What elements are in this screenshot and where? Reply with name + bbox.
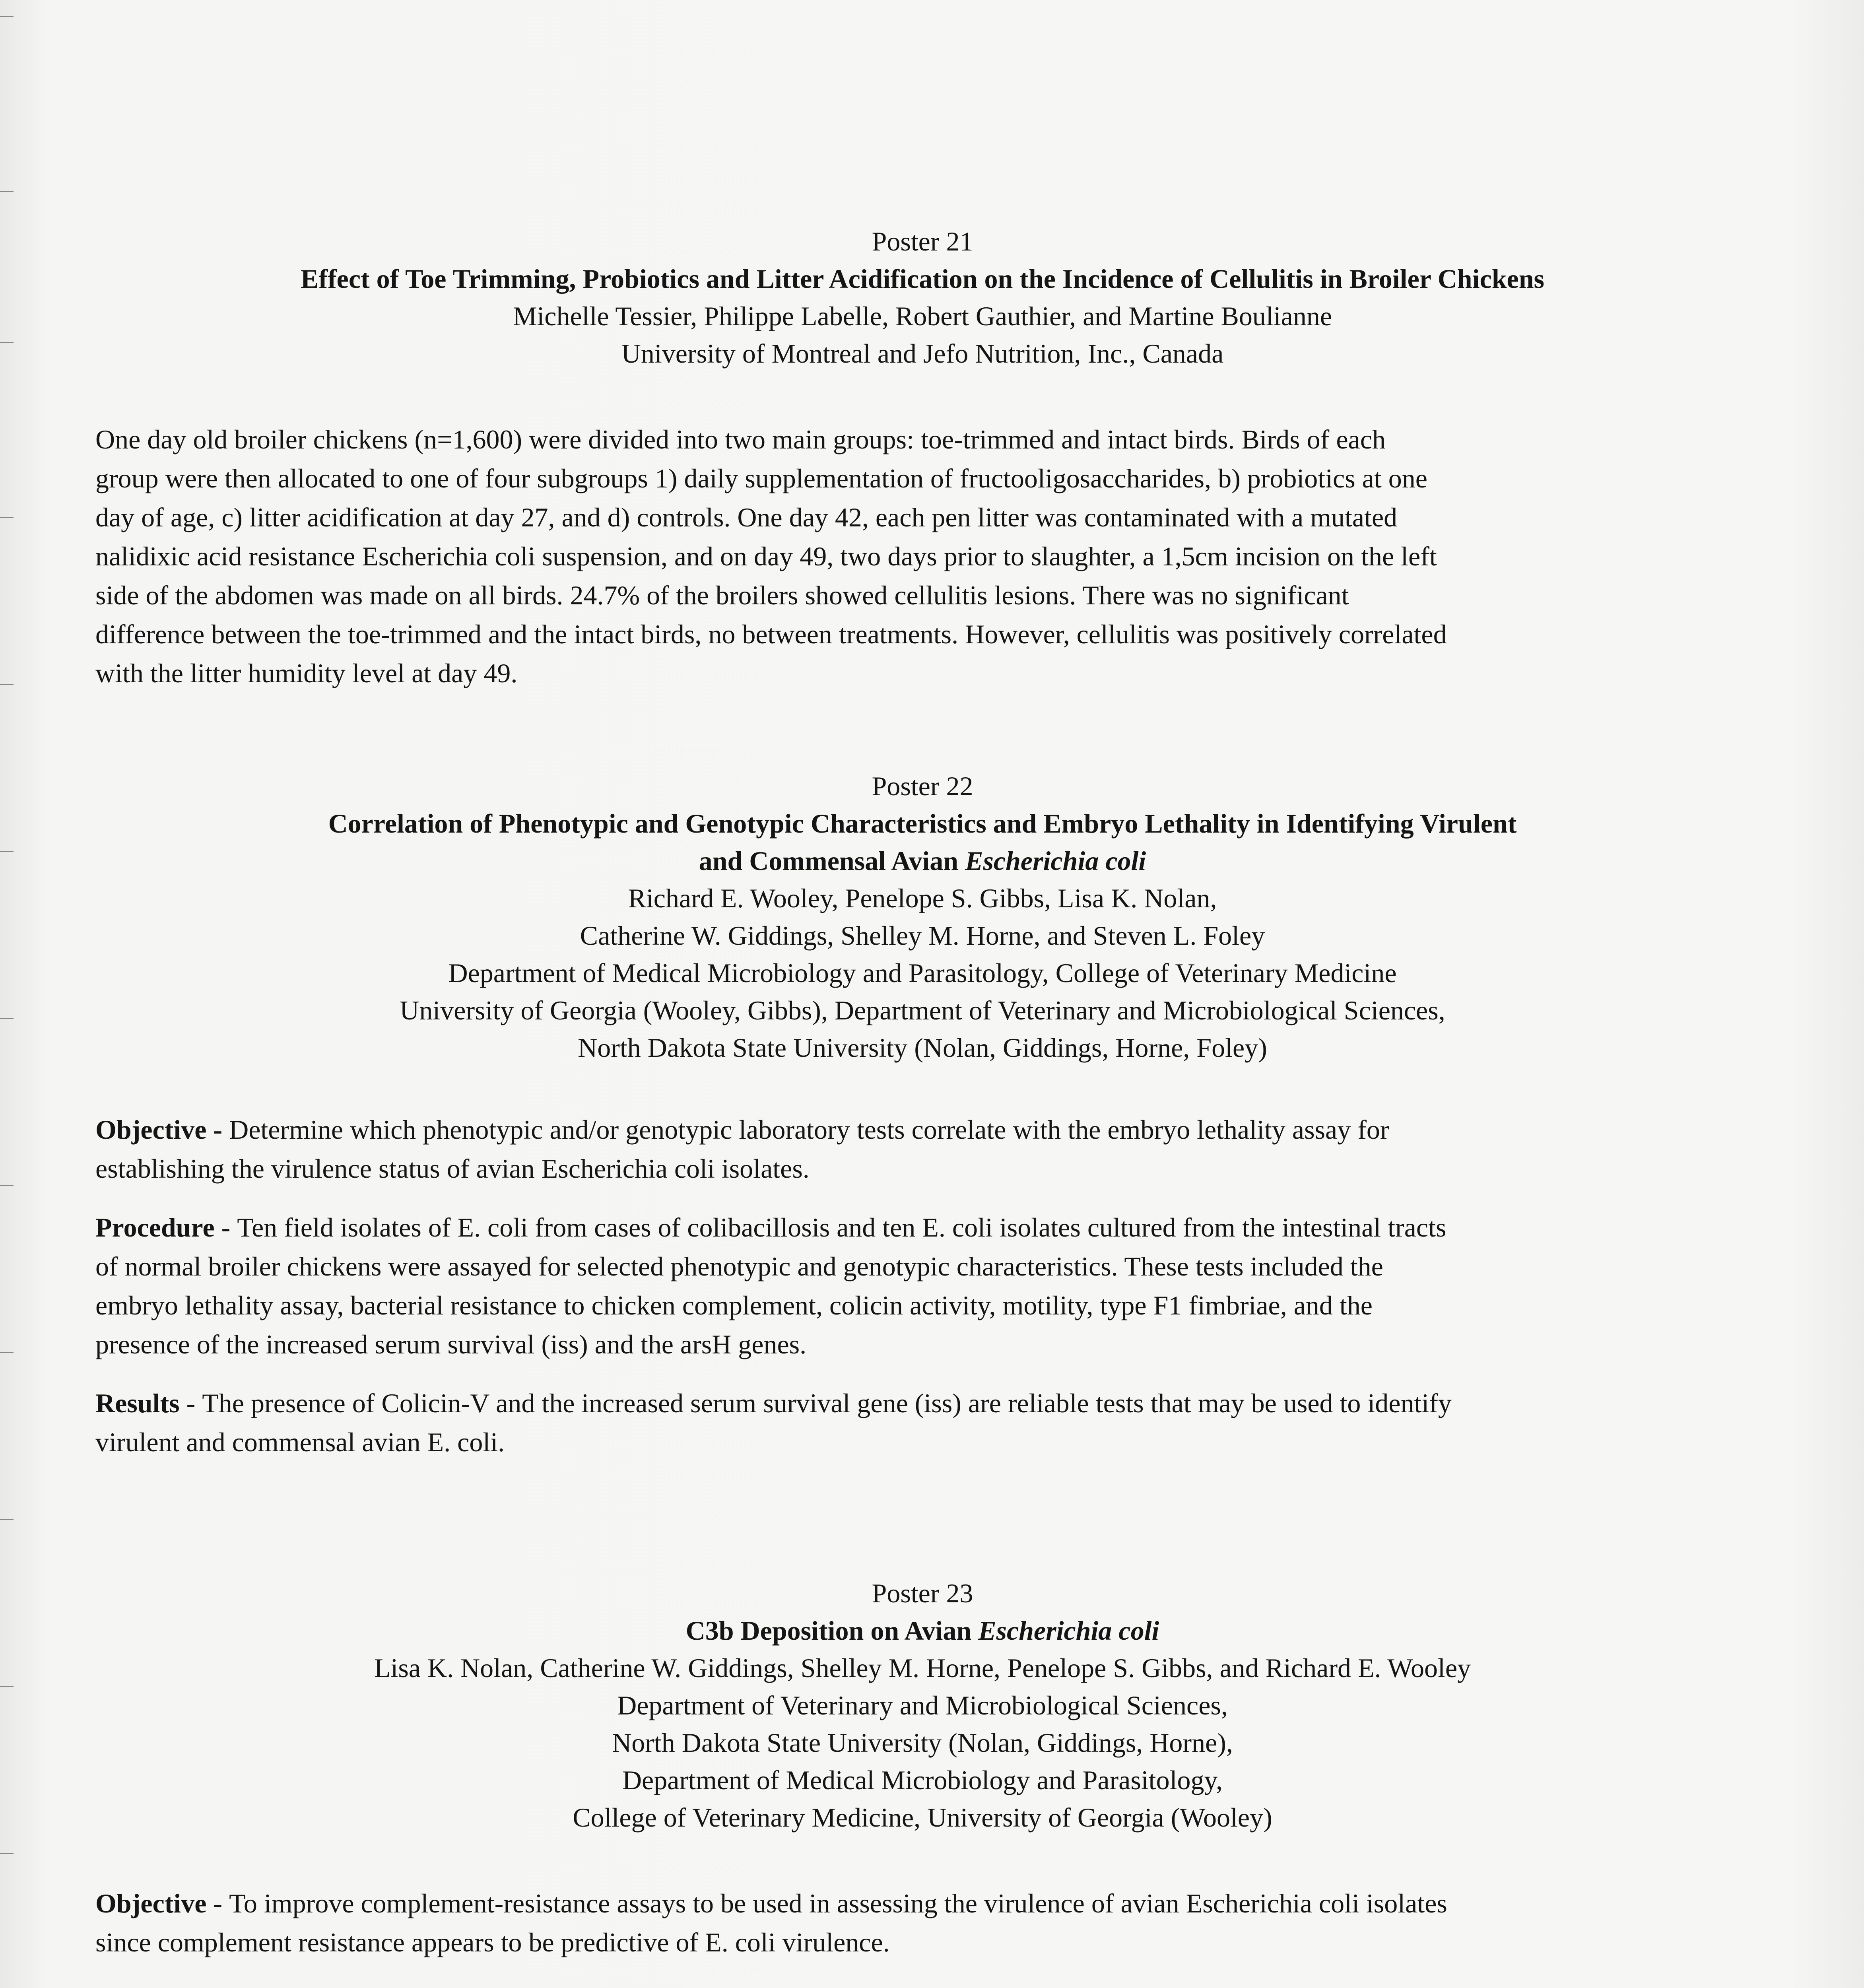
objective-label: Objective - [95, 1114, 229, 1145]
poster-affiliation: University of Montreal and Jefo Nutrition, Inc., Canada [621, 338, 1224, 369]
results-section [95, 1384, 1749, 1462]
poster-affiliation: University of Georgia (Wooley, Gibbs), Department of Veterinary and Microbiological Sciences, [400, 995, 1445, 1025]
abstract-line: group were then allocated to one of four subgroups 1) daily supplementation of fructooligosaccharides, b) probiotics at one [95, 463, 1427, 493]
results-label: Results - [95, 1388, 202, 1418]
poster-title-line-1: Correlation of Phenotypic and Genotypic Characteristics and Embryo Lethality in Identifying Virulent [328, 808, 1517, 839]
objective-line: Objective - To improve complement-resistance assays to be used in assessing the virulence of avian Escherichia coli isolates [95, 1888, 1447, 1918]
poster-23 [95, 1574, 1749, 1988]
procedure-line: Procedure - Ten field isolates of E. coli from cases of colibacillosis and ten E. coli isolates cultured from the intestinal tracts [95, 1212, 1447, 1242]
binding-marks [0, 0, 16, 1988]
objective-section [95, 1110, 1749, 1188]
title-plain: C3b Deposition on Avian [685, 1615, 979, 1646]
poster-affiliation: North Dakota State University (Nolan, Giddings, Horne), [612, 1728, 1233, 1758]
poster-21-abstract [95, 420, 1749, 693]
procedure-line: presence of the increased serum survival (iss) and the arsH genes. [95, 1329, 807, 1359]
title-italic: Escherichia coli [978, 1615, 1159, 1646]
title-italic: Escherichia coli [965, 846, 1146, 876]
poster-title-line-2 [95, 842, 1749, 879]
poster-23-header [95, 1574, 1749, 1836]
abstract-line: side of the abdomen was made on all birds. 24.7% of the broilers showed cellulitis lesions. There was no significant [95, 580, 1349, 610]
procedure-line: of normal broiler chickens were assayed for selected phenotypic and genotypic characteristics. These tests included the [95, 1251, 1383, 1281]
objective-line: since complement resistance appears to be predictive of E. coli virulence. [95, 1927, 890, 1957]
objective-section [95, 1884, 1749, 1962]
poster-authors-line-2: Catherine W. Giddings, Shelley M. Horne, and Steven L. Foley [580, 920, 1265, 951]
procedure-section [95, 1208, 1749, 1364]
poster-affiliation: Department of Medical Microbiology and Parasitology, College of Veterinary Medicine [448, 958, 1397, 988]
poster-label: Poster 23 [872, 1578, 973, 1608]
poster-title: Effect of Toe Trimming, Probiotics and Litter Acidification on the Incidence of Cellulitis in Broiler Chickens [301, 264, 1544, 294]
abstract-line: nalidixic acid resistance Escherichia coli suspension, and on day 49, two days prior to slaughter, a 1,5cm incision on the left [95, 541, 1437, 571]
poster-affiliation: North Dakota State University (Nolan, Giddings, Horne, Foley) [578, 1033, 1267, 1063]
poster-affiliation: Department of Veterinary and Microbiological Sciences, [617, 1690, 1228, 1720]
poster-21 [95, 223, 1749, 693]
poster-affiliation: College of Veterinary Medicine, University of Georgia (Wooley) [573, 1802, 1272, 1833]
abstract-line: One day old broiler chickens (n=1,600) were divided into two main groups: toe-trimmed and intact birds. Birds of each [95, 424, 1386, 454]
poster-title [95, 1612, 1749, 1649]
results-line: virulent and commensal avian E. coli. [95, 1427, 505, 1457]
results-line: Results - The presence of Colicin-V and the increased serum survival gene (iss) are reliable tests that may be used to identify [95, 1388, 1452, 1418]
objective-label: Objective - [95, 1888, 229, 1918]
objective-line: establishing the virulence status of avian Escherichia coli isolates. [95, 1153, 810, 1184]
abstract-line: with the litter humidity level at day 49. [95, 658, 518, 688]
procedure-label: Procedure - [95, 1212, 237, 1242]
poster-21-header [95, 223, 1749, 372]
poster-label: Poster 22 [872, 771, 973, 801]
objective-line: Objective - Determine which phenotypic and/or genotypic laboratory tests correlate with the embryo lethality assay for [95, 1114, 1389, 1145]
poster-authors: Lisa K. Nolan, Catherine W. Giddings, Shelley M. Horne, Penelope S. Gibbs, and Richard E. Wooley [374, 1653, 1471, 1683]
poster-22 [95, 767, 1749, 1462]
abstract-line: day of age, c) litter acidification at day 27, and d) controls. One day 42, each pen litter was contaminated with a mutated [95, 502, 1398, 532]
poster-label: Poster 21 [872, 226, 973, 256]
poster-authors: Michelle Tessier, Philippe Labelle, Robert Gauthier, and Martine Boulianne [513, 301, 1332, 331]
poster-authors-line-1: Richard E. Wooley, Penelope S. Gibbs, Lisa K. Nolan, [628, 883, 1217, 913]
poster-affiliation: Department of Medical Microbiology and Parasitology, [622, 1765, 1223, 1795]
abstract-line: difference between the toe-trimmed and the intact birds, no between treatments. However, cellulitis was positively correlated [95, 619, 1447, 649]
poster-22-header [95, 767, 1749, 1066]
procedure-line: embryo lethality assay, bacterial resistance to chicken complement, colicin activity, motility, type F1 fimbriae, and the [95, 1290, 1373, 1320]
title-plain: and Commensal Avian [699, 846, 965, 876]
